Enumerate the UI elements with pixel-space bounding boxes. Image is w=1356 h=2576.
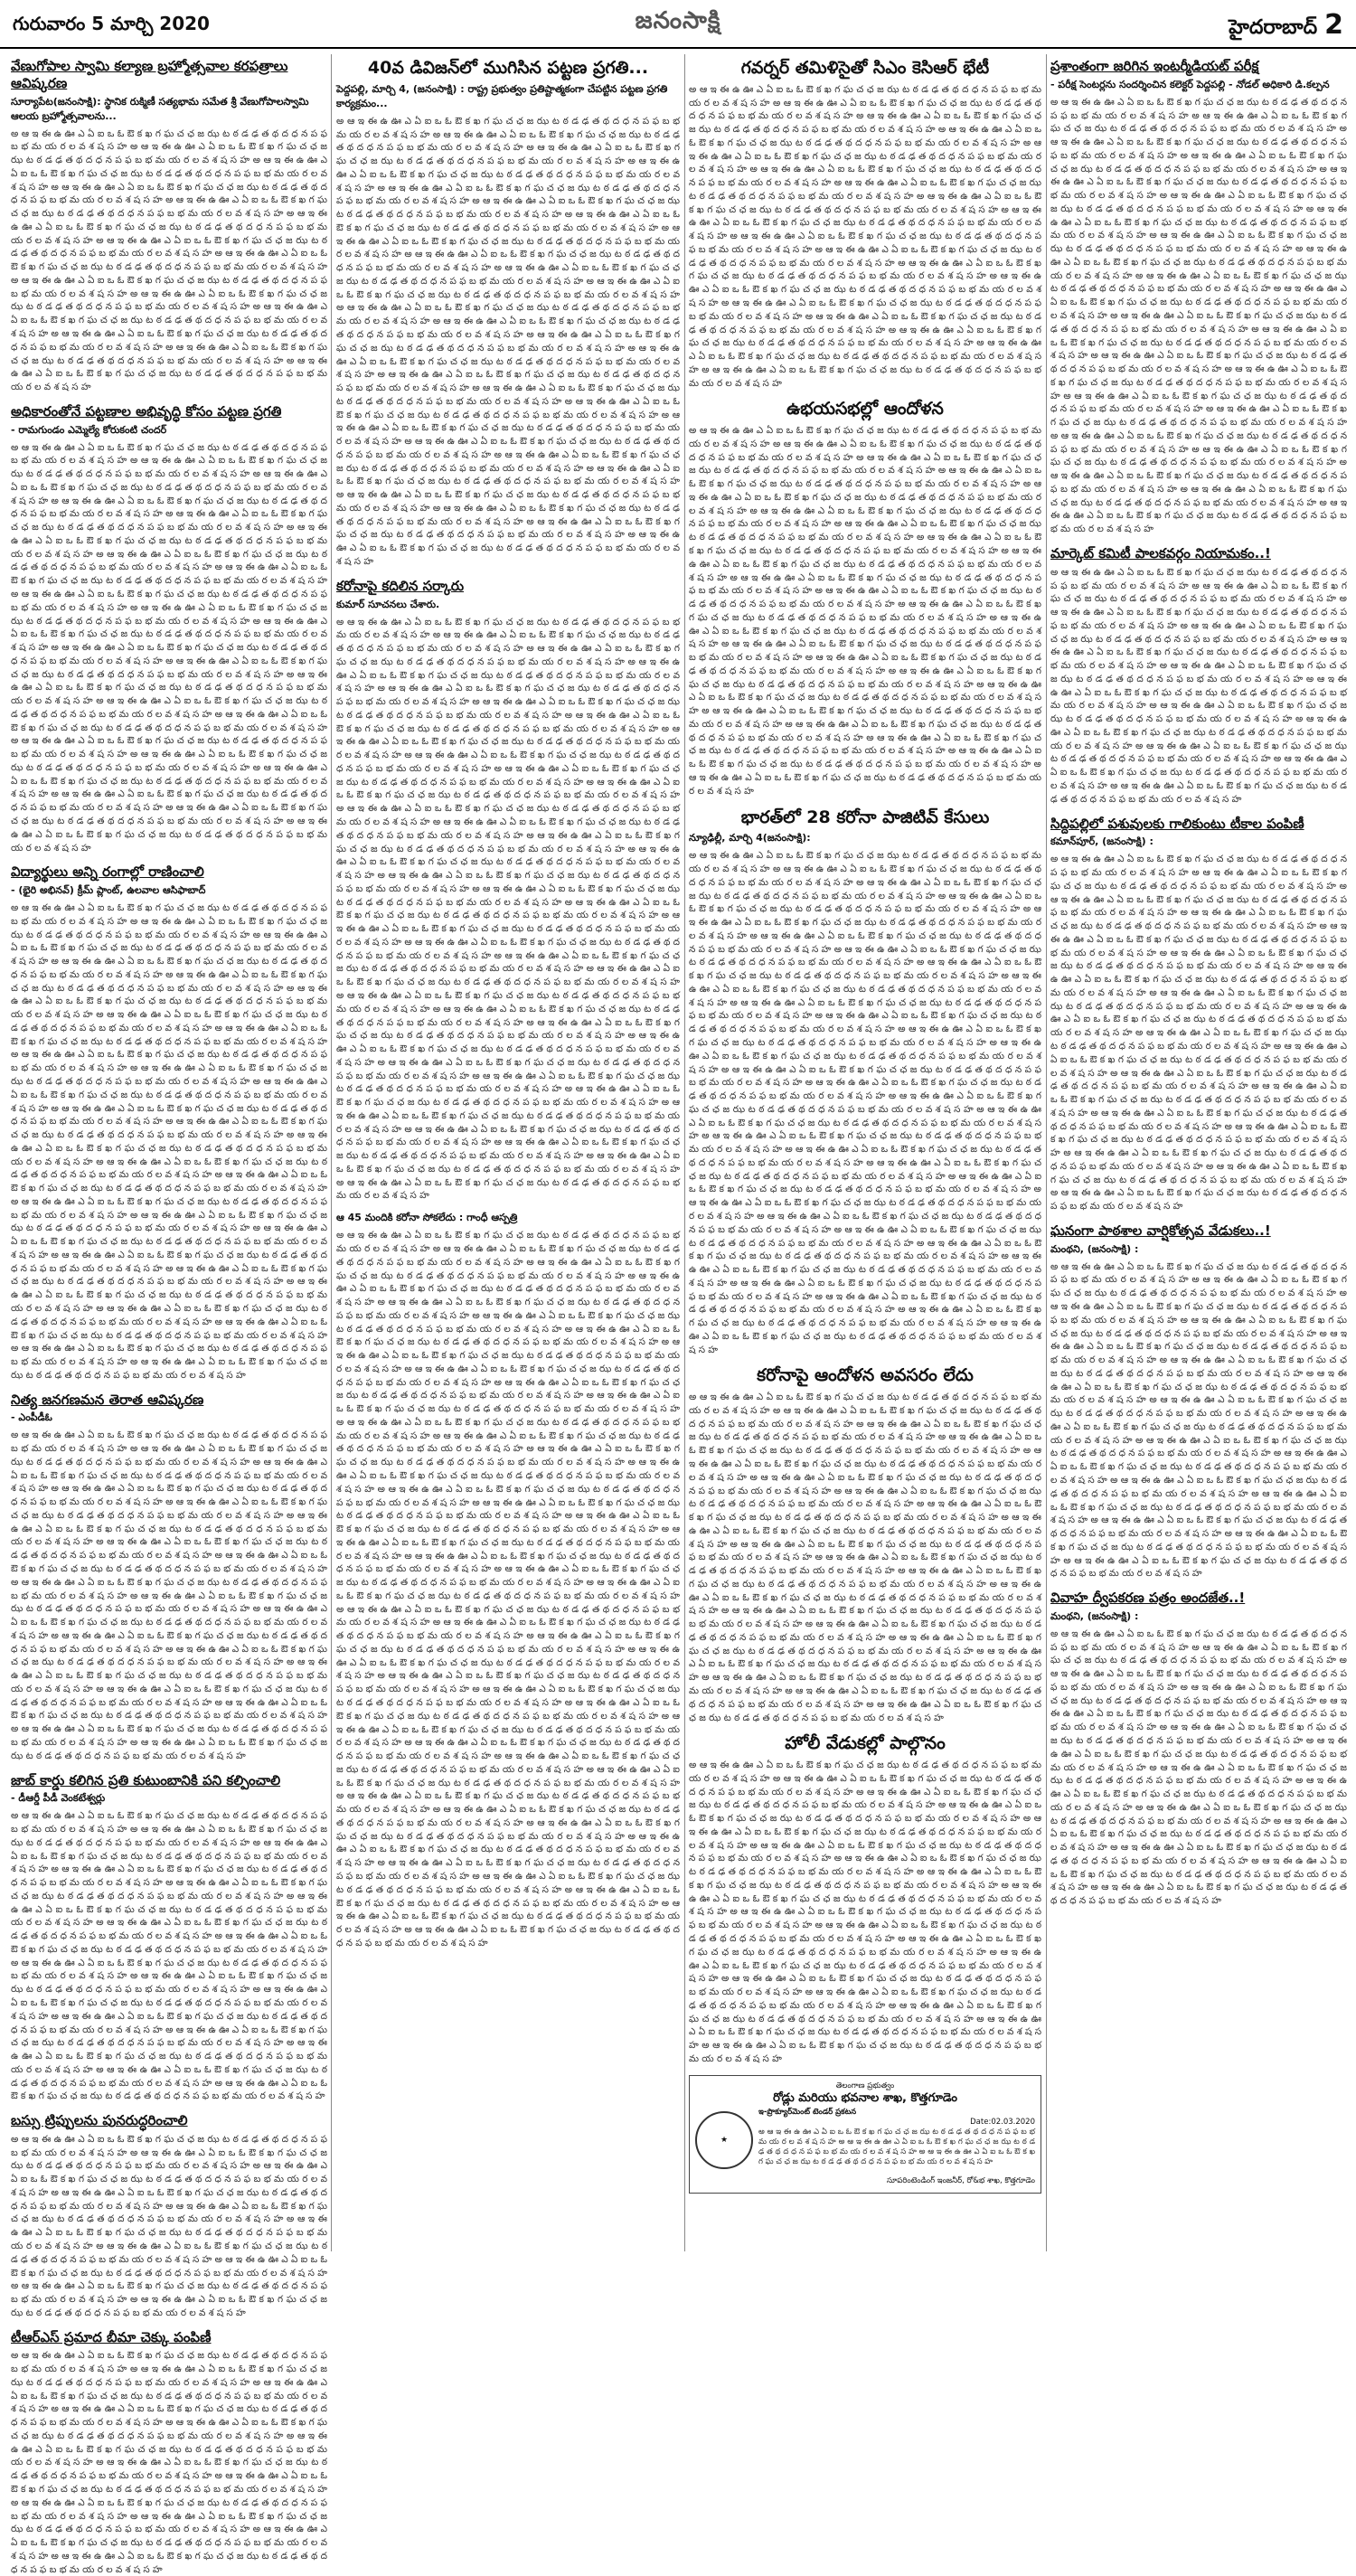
ad-date: Date:02.03.2020 — [970, 2117, 1035, 2127]
masthead-logo — [560, 5, 796, 42]
issue-date: గురువారం 5 మార్చి 2020 — [13, 13, 210, 34]
story-headline: 40వ డివిజన్‌లో ముగిసిన పట్టణ ప్రగతి... — [367, 58, 649, 78]
ad-subtitle: ఇ-ప్రొక్యూర్‌మెంట్ టెండర్ ప్రకటన — [758, 2107, 857, 2117]
story-body — [11, 441, 327, 855]
news-story — [11, 863, 327, 1382]
story-dateline: న్యూఢిల్లీ, మార్చి 4(జనంసాక్షి): — [689, 832, 811, 845]
story-dateline: - (భైరి అభినవ్) క్రీమ్ ప్లాంట్, ఉలవాల ఆసిఫాబాద్ — [11, 884, 206, 897]
government-emblem-icon: ★ — [695, 2111, 753, 2169]
story-body — [336, 1229, 680, 1949]
news-story — [336, 578, 680, 1203]
news-story — [689, 58, 1041, 390]
news-story — [11, 1392, 327, 1763]
story-body — [11, 1429, 327, 1762]
story-body — [689, 1391, 1041, 1724]
story-body — [689, 83, 1041, 391]
news-story — [11, 2112, 327, 2319]
column-3 — [689, 54, 1041, 2251]
story-headline: ప్రశాంతంగా జరిగిన ఇంటర్మీడియట్ పరీక్ష — [1050, 58, 1259, 74]
news-story — [11, 58, 327, 394]
story-dateline: మంథని, (జనంసాక్షి) : — [1050, 1242, 1139, 1255]
news-story — [1050, 545, 1347, 807]
news-story — [689, 399, 1041, 797]
ad-department: రోడ్లు మరియు భవనాల శాఖ, కొత్తగూడెం — [773, 2090, 957, 2105]
page-number: 2 — [1324, 9, 1343, 41]
news-story — [689, 1365, 1041, 1724]
story-headline: బస్సు ట్రిప్పులను పునరుద్ధరించాలి — [11, 2112, 188, 2129]
story-body — [689, 424, 1041, 797]
story-dateline: కుమార్ సూచనలు చేశారు. — [336, 598, 440, 610]
ad-text — [758, 2128, 1035, 2167]
column-divider — [331, 54, 332, 2251]
story-headline: విద్యార్థులు అన్ని రంగాల్లో రాణించాలి — [11, 863, 204, 881]
story-dateline: పెద్దపల్లి, మార్చి 4, (జనంసాక్షి) : రాష్ట్ర ప్రభుత్వం ప్రతిష్టాత్మకంగా చేపట్టిన పట్టణ ప్రగతి కార్యక్రమం... — [336, 82, 668, 109]
story-headline: ఘనంగా పాఠశాల వార్షికోత్సవ వేడుకలు..! — [1050, 1222, 1271, 1239]
story-headline: టీఆర్ఎస్ ప్రమాద బీమా చెక్కు పంపిణీ — [11, 2328, 212, 2345]
story-body — [11, 901, 327, 1382]
story-headline: గవర్నర్ తమిళిసైతో సిఎం కెసిఆర్ భేటీ — [740, 58, 990, 78]
news-story — [1050, 816, 1347, 1213]
story-body — [689, 1759, 1041, 2066]
story-headline: కరోనాపై కదిలిన సర్కారు — [336, 577, 465, 594]
story-headline: అధికారంతోనే పట్టణాల అభివృద్ధి కోసం పట్టణ ప్రగతి — [11, 402, 282, 420]
story-body — [336, 616, 680, 1203]
story-dateline: - డీఆర్డీ పీడీ వెంకటేశ్వర్లు — [11, 1792, 106, 1805]
masthead-title: జనంసాక్షి — [635, 7, 721, 34]
city-name: హైదరాబాద్ — [1229, 16, 1318, 39]
ad-body — [695, 2108, 1035, 2173]
story-body — [11, 1809, 327, 2103]
page-header — [0, 0, 1356, 49]
column-2 — [336, 54, 680, 2251]
news-story — [1050, 1590, 1347, 1908]
story-dateline: - పరీక్ష సెంటర్లను సందర్శించిన కలెక్టర్ పెద్దపల్లి - నోడల్ అధికారి డి.కల్పన — [1050, 78, 1330, 90]
story-body — [11, 2349, 327, 2576]
story-headline: నిత్య జనగణమన తెరాత ఆవిష్కరణ — [11, 1391, 204, 1408]
story-headline: కరోనాపై ఆందోళన అవసరం లేదు — [757, 1365, 974, 1386]
news-story — [1050, 58, 1347, 536]
column-1 — [11, 54, 327, 2345]
news-story — [336, 58, 680, 569]
story-body — [689, 849, 1041, 1356]
column-divider — [684, 54, 685, 2251]
news-story — [689, 1733, 1041, 2065]
story-headline: సిద్దిపల్లిలో పశువులకు గాలికుంటు టీకాల పంపిణీ — [1050, 815, 1304, 832]
ad-signature: సూపరింటెండింగ్ ఇంజనీర్, రో&భ శాఖ, కొత్తగూడెం — [886, 2175, 1035, 2185]
story-headline: హోలీ వేడుకల్లో పాల్గొనం — [785, 1733, 946, 1754]
news-story — [336, 1212, 680, 1949]
story-body — [1050, 96, 1347, 536]
story-body — [11, 2133, 327, 2320]
edition-city — [1229, 9, 1343, 43]
news-story — [11, 2329, 327, 2576]
story-headline: భారత్‌లో 28 కరోనా పాజిటివ్ కేసులు — [740, 807, 990, 827]
story-headline: ఉభయసభల్లో ఆందోళన — [786, 399, 944, 420]
news-story — [11, 1772, 327, 2104]
news-story — [11, 403, 327, 854]
story-headline: జాబ్ కార్డు కలిగిన ప్రతి కుటుంబానికి పని కల్పించాలి — [11, 1771, 281, 1788]
story-dateline: - ఎంపీడీఓ — [11, 1411, 52, 1424]
column-divider — [1046, 54, 1047, 2251]
story-dateline: - రామగుండం ఎమ్మెల్యే కోరుకంటి చందర్ — [11, 423, 167, 436]
news-story — [1050, 1222, 1347, 1581]
news-story — [689, 807, 1041, 1357]
story-body — [1050, 1260, 1347, 1581]
story-dateline: మంథని, (జనంసాక్షి) : — [1050, 1609, 1139, 1622]
story-dateline: సూర్యాపేట(జనంసాక్షి): స్థానిక రుక్మిణీ సత్యభామ సమేత శ్రీ వేణుగోపాలస్వామి ఆలయ బ్రహ్మోత్సవాలను... — [11, 95, 309, 122]
column-4 — [1050, 54, 1347, 2251]
story-dateline: కమాన్‌పూర్, (జనంసాక్షి) : — [1050, 835, 1154, 848]
story-dateline: ఆ 45 మందికి కరోనా సోకలేదు : గాంధీ ఆస్పత్రి — [336, 1212, 518, 1224]
story-headline: వివాహ ద్వీపకరణ పత్రం అందజేత..! — [1050, 1590, 1246, 1607]
story-body — [11, 127, 327, 394]
story-headline: మార్కెట్ కమిటీ పాలకవర్గం నియామకం..! — [1050, 545, 1271, 562]
ad-issuer: తెలంగాణ ప్రభుత్వం — [835, 2081, 895, 2090]
story-headline: వేణుగోపాల స్వామి కల్యాణ బ్రహ్మోత్సవాల కరపత్రాలు ఆవిష్కరణ — [11, 58, 288, 91]
story-body — [1050, 566, 1347, 807]
tender-advertisement — [689, 2075, 1041, 2194]
story-body — [1050, 1628, 1347, 1908]
story-body — [336, 115, 680, 569]
story-body — [1050, 853, 1347, 1213]
